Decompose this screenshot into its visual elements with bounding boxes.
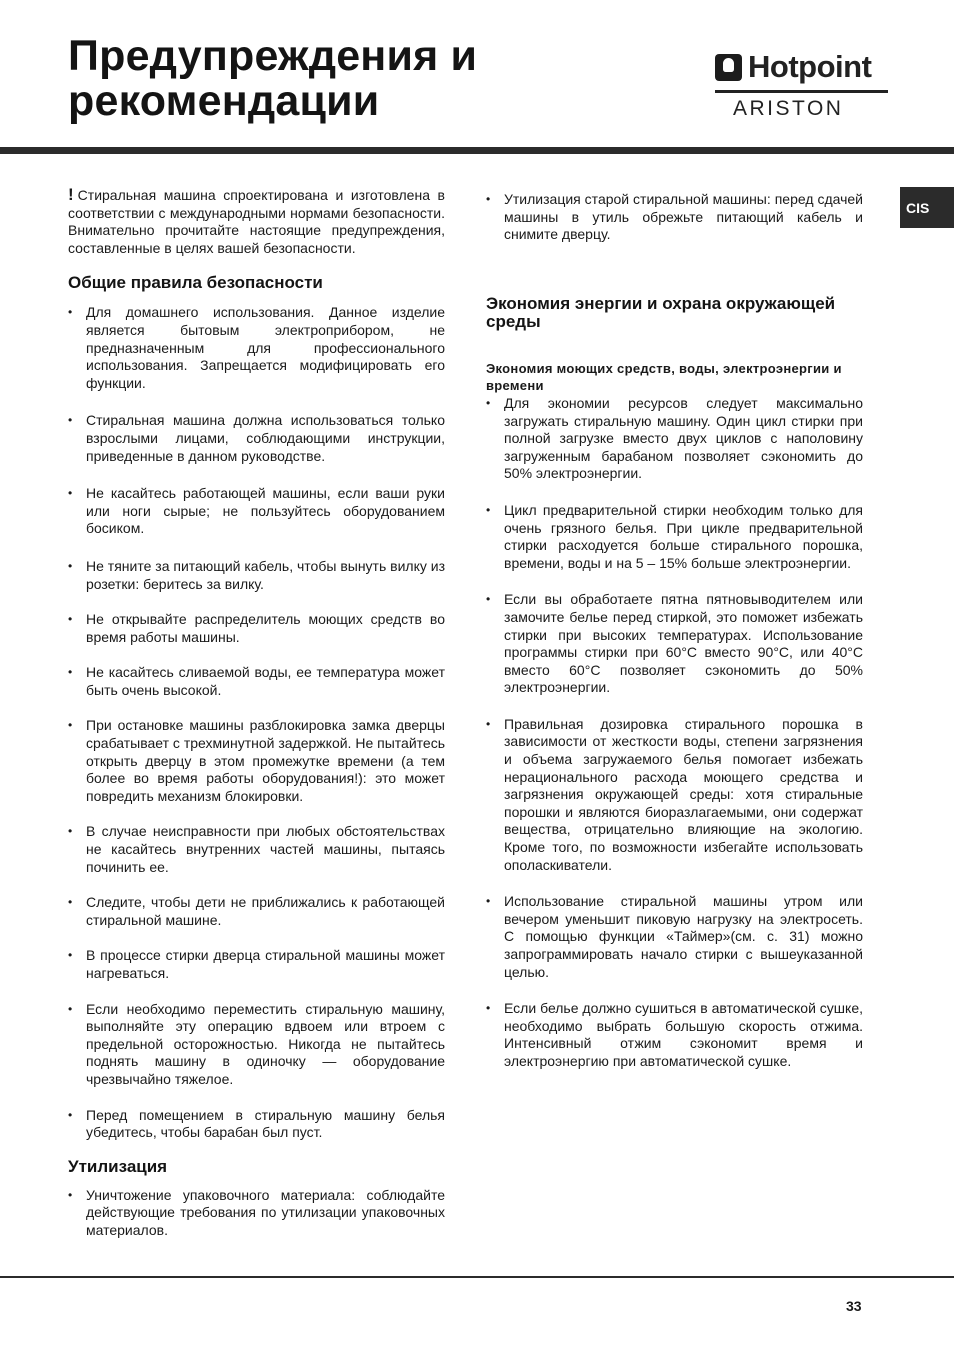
energy-list xyxy=(486,395,863,1071)
list-item: • Не касайтесь работающей машины, если ваши руки или ноги сырые; не пользуйтесь оборудованием босиком. xyxy=(68,485,445,538)
logo-divider xyxy=(715,90,888,93)
safety-heading: Общие правила безопасности xyxy=(68,273,323,293)
list-item: • Не касайтесь сливаемой воды, ее температура может быть очень высокой. xyxy=(68,664,445,699)
language-tab: CIS xyxy=(900,187,954,228)
list-item: • При остановке машины разблокировка замка дверцы срабатывает с трехминутной задержкой. Не пытайтесь открыть дверцу в этом промежутке времени (а тем более во время работы оборудования!): это может повредить механизм блокировки. xyxy=(68,717,445,805)
list-item: • Следите, чтобы дети не приближались к работающей стиральной машине. xyxy=(68,894,445,929)
footer-divider xyxy=(0,1276,954,1278)
list-item: • В процессе стирки дверца стиральной машины может нагреваться. xyxy=(68,947,445,982)
list-item: • Если необходимо переместить стиральную машину, выполняйте эту операцию вдвоем или втроем с предельной осторожностью. Никогда не пытайтесь поднять машину в одиночку — оборудование чрезвычайно тяжелое. xyxy=(68,1001,445,1089)
list-item: • Использование стиральной машины утром или вечером уменьшит пиковую нагрузку на электросеть. С помощью функции «Таймер»(см. с. 31) можно запрограммировать начало стирки с вышеуказанной целью. xyxy=(486,893,863,981)
safety-list xyxy=(68,304,445,1141)
header-divider xyxy=(0,147,954,154)
list-item: • Цикл предварительной стирки необходим только для очень грязного белья. При цикле предварительной стирки расходуется больше стирального порошка, времени, воды и на 5 – 15% больше электроэнергии. xyxy=(486,502,863,572)
disposal-heading: Утилизация xyxy=(68,1156,168,1176)
logo-brand: Hotpoint xyxy=(748,49,872,84)
title-line-2: рекомендации xyxy=(68,77,380,125)
energy-subheading: Экономия моющих средств, воды, электроэнергии и времени xyxy=(486,360,842,394)
list-item: • Не тяните за питающий кабель, чтобы вынуть вилку из розетки: беритесь за вилку. xyxy=(68,558,445,593)
warning-mark-icon: ! xyxy=(68,185,74,204)
logo-sub: ARISTON xyxy=(733,97,844,120)
page-title xyxy=(68,34,477,124)
page-number: 33 xyxy=(846,1298,862,1314)
intro-warning xyxy=(68,186,445,257)
energy-heading: Экономия энергии и охрана окружающей среды xyxy=(486,293,836,331)
intro-text: Стиральная машина спроектирована и изготовлена в соответствии с международными нормами безопасности. Внимательно прочитайте настоящие предупреждения, составленные в целях вашей безопасности. xyxy=(68,187,445,256)
disposal-list xyxy=(68,1187,445,1240)
list-item: • Не открывайте распределитель моющих средств во время работы машины. xyxy=(68,611,445,646)
list-item: • Для домашнего использования. Данное изделие является бытовым электроприбором, не предназначенным для профессионального использования. Запрещается модифицировать его функции. xyxy=(68,304,445,392)
logo-mark-icon xyxy=(715,54,742,81)
disposal-list-cont xyxy=(486,191,863,244)
list-item: • Перед помещением в стиральную машину белья убедитесь, чтобы барабан был пуст. xyxy=(68,1107,445,1142)
hotpoint-ariston-logo xyxy=(715,50,889,125)
list-item: • Стиральная машина должна использоваться только взрослыми лицами, соблюдающими инструкции, приведенные в данном руководстве. xyxy=(68,412,445,465)
list-item: • Если вы обработаете пятна пятновыводителем или замочите белье перед стиркой, это поможет избежать стирки при высоких температурах. Использование программы стирки при 60°C вместо 90°C, или 40°C вместо 60°C позволяет сэкономить до 50% электроэнергии. xyxy=(486,591,863,697)
list-item: • Если белье должно сушиться в автоматической сушке, необходимо выбрать большую скорость отжима. Интенсивный отжим сэкономит время и электроэнергию при автоматической сушке. xyxy=(486,1000,863,1070)
left-column xyxy=(68,186,445,1240)
list-item: • В случае неисправности при любых обстоятельствах не касайтесь внутренних частей машины, пытаясь починить ее. xyxy=(68,823,445,876)
right-column xyxy=(486,191,863,1071)
list-item: • Уничтожение упаковочного материала: соблюдайте действующие требования по утилизации упаковочных материалов. xyxy=(68,1187,445,1240)
list-item: • Правильная дозировка стирального порошка в зависимости от жесткости воды, степени загрязнения и объема загружаемого белья помогает избежать нерационального расхода моющего средства и загрязнения окружающей среды: хотя стиральные порошки и являются биоразлагаемыми, они содержат вещества, отрицательно влияющие на экологию. Кроме того, по возможности избегайте использовать ополаскиватели. xyxy=(486,716,863,874)
list-item: • Для экономии ресурсов следует максимально загружать стиральную машину. Один цикл стирки при полной загрузке вместо двух циклов с наполовину загруженным барабаном позволяет сэкономить до 50% электроэнергии. xyxy=(486,395,863,483)
title-line-1: Предупреждения и xyxy=(68,32,478,80)
list-item: • Утилизация старой стиральной машины: перед сдачей машины в утиль обрежьте питающий кабель и снимите дверцу. xyxy=(486,191,863,244)
